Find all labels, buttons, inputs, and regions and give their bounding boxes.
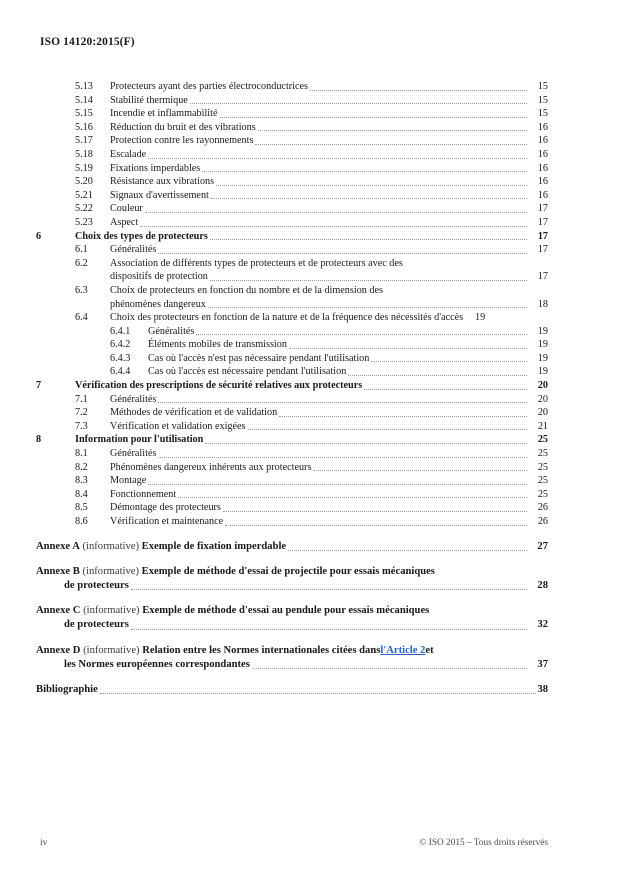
annex-title-text: Exemple de méthode d'essai au pendule pour essais mécaniques	[142, 605, 430, 617]
toc-entry-number: 5.16	[75, 121, 93, 133]
toc-entry-title: Protection contre les rayonnements	[110, 135, 254, 147]
toc-entry-number: 5.14	[75, 94, 93, 106]
annex-title-text: et	[425, 644, 434, 656]
dot-leader	[140, 226, 527, 227]
toc-entry-page: 21	[537, 420, 548, 432]
dot-leader	[348, 375, 527, 376]
dot-leader	[100, 693, 537, 694]
toc-entry-page: 20	[537, 407, 548, 419]
toc-entry-page: 17	[537, 216, 548, 228]
bibliography-page: 38	[537, 684, 548, 696]
dot-leader	[208, 307, 527, 308]
toc-entry[interactable]	[36, 257, 548, 271]
toc-entry-number: 5.18	[75, 148, 93, 160]
toc-entry[interactable]	[36, 270, 548, 284]
footer-page-number: iv	[40, 838, 48, 848]
toc-entry-number: 7.3	[75, 420, 88, 432]
toc-entry-title: Choix de protecteurs en fonction du nombre et de la dimension des	[110, 284, 384, 296]
dot-leader	[289, 348, 527, 349]
toc-entry-page: 18	[537, 298, 548, 310]
toc-entry[interactable]	[36, 515, 548, 529]
dot-leader	[252, 668, 527, 669]
toc-entry[interactable]	[36, 365, 548, 379]
annex-title-text: les Normes européennes correspondantes	[64, 658, 250, 670]
dot-leader	[463, 324, 465, 325]
toc-entry-number: 8.2	[75, 461, 88, 473]
toc-entry-title: Couleur	[110, 203, 143, 215]
dot-leader	[131, 629, 527, 630]
toc-entry-page: 25	[537, 434, 548, 446]
toc-entry-number: 5.19	[75, 162, 93, 174]
toc-entry-annex[interactable]	[36, 644, 548, 672]
toc-entry-number: 7	[36, 380, 42, 392]
toc-entry-number: 6.4	[75, 312, 88, 324]
toc-entry-title: Incendie et inflammabilité	[110, 108, 218, 120]
toc-entry[interactable]	[36, 230, 548, 244]
toc-entry-number: 6.2	[75, 257, 88, 269]
toc-entry-title: Signaux d'avertissement	[110, 189, 209, 201]
toc-entry[interactable]	[36, 284, 548, 298]
toc-entry-title: Démontage des protecteurs	[110, 502, 221, 514]
toc-entry-number: 5.13	[75, 81, 93, 92]
toc-entry-page: 25	[537, 461, 548, 473]
dot-leader	[248, 429, 528, 430]
toc-entry-page: 16	[537, 121, 548, 133]
toc-entry-title: Stabilité thermique	[110, 94, 188, 106]
toc-entry[interactable]	[36, 134, 548, 148]
toc-entry-title: Généralités	[110, 244, 157, 256]
toc-entry[interactable]	[36, 216, 548, 230]
toc-entry-title: Escalade	[110, 148, 147, 160]
toc-entry-title: Généralités	[110, 448, 157, 460]
toc-entry-number: 8.3	[75, 475, 88, 487]
dot-leader	[196, 334, 527, 335]
dot-leader	[210, 280, 527, 281]
toc-entry[interactable]	[36, 107, 548, 121]
toc-entry-page: 19	[537, 366, 548, 378]
dot-leader	[148, 158, 527, 159]
annex-kind: (informative)	[83, 644, 140, 656]
toc-entry[interactable]	[36, 202, 548, 216]
dot-leader	[258, 130, 527, 131]
annex-page: 37	[537, 658, 548, 670]
toc-entry-title: Réduction du bruit et des vibrations	[110, 121, 256, 133]
bibliography-label: Bibliographie	[36, 684, 98, 696]
toc-entry[interactable]	[36, 175, 548, 189]
toc-entry-title: Vérification des prescriptions de sécurité relatives aux protecteurs	[75, 380, 363, 392]
toc-entry-page: 20	[537, 380, 548, 392]
dot-leader	[223, 511, 527, 512]
toc-entry[interactable]	[36, 148, 548, 162]
toc-entry-title: Méthodes de vérification et de validation	[110, 407, 278, 419]
toc-entry-title: Fonctionnement	[110, 488, 177, 500]
annex-title-text: Exemple de fixation imperdable	[141, 540, 287, 552]
toc-entry-number: 8	[36, 434, 42, 446]
annex-kind: (informative)	[82, 540, 139, 552]
dot-leader	[216, 185, 527, 186]
toc-entry-number: 8.1	[75, 448, 88, 460]
table-of-contents	[36, 80, 548, 697]
dot-leader	[202, 171, 527, 172]
toc-entry[interactable]	[36, 420, 548, 434]
toc-entry-title: Choix des types de protecteurs	[75, 230, 208, 242]
toc-entry[interactable]	[36, 379, 548, 393]
toc-entry[interactable]	[36, 393, 548, 407]
annex-title-text: de protecteurs	[64, 619, 129, 631]
toc-entry-annex[interactable]	[36, 540, 548, 554]
toc-entry-title: Éléments mobiles de transmission	[148, 339, 287, 351]
annex-title-text: de protecteurs	[64, 580, 129, 591]
dot-leader	[190, 103, 527, 104]
toc-entry-number: 5.22	[75, 203, 93, 215]
toc-entry-number: 5.23	[75, 216, 93, 228]
toc-entry-page: 25	[537, 475, 548, 487]
toc-entry-page: 17	[537, 203, 548, 215]
toc-entry-number: 8.5	[75, 502, 88, 514]
dot-leader	[310, 90, 527, 91]
toc-entry-number: 8.6	[75, 516, 88, 527]
dot-leader	[158, 402, 527, 403]
toc-entry-title: Vérification et maintenance	[110, 516, 224, 527]
annex-kind: (informative)	[82, 565, 139, 577]
dot-leader	[178, 497, 527, 498]
toc-entry[interactable]	[36, 243, 548, 257]
toc-entry-number: 6.3	[75, 284, 88, 296]
toc-entry-title: dispositifs de protection	[110, 271, 208, 283]
toc-entry[interactable]	[36, 474, 548, 488]
toc-entry-page: 25	[537, 448, 548, 460]
dot-leader	[225, 525, 527, 526]
dot-leader	[364, 389, 527, 390]
annex-page: 27	[537, 540, 548, 552]
dot-leader	[220, 117, 528, 118]
toc-entry-page: 26	[537, 516, 548, 527]
annex-title-text: Relation entre les Normes internationales citées dans	[142, 644, 381, 656]
toc-entry[interactable]	[36, 352, 548, 366]
toc-entry-page: 15	[537, 94, 548, 106]
toc-entry[interactable]	[36, 488, 548, 502]
dot-leader	[205, 443, 527, 444]
dot-leader	[371, 361, 527, 362]
toc-entry-title: Association de différents types de protecteurs et de protecteurs avec des	[110, 257, 403, 269]
toc-entry-number: 8.4	[75, 488, 88, 500]
toc-entry-page: 16	[537, 148, 548, 160]
toc-entry-title: Cas où l'accès n'est pas nécessaire pendant l'utilisation	[148, 352, 370, 364]
toc-entry-title: Protecteurs ayant des parties électroconductrices	[110, 81, 309, 92]
toc-entry[interactable]	[36, 461, 548, 475]
dot-leader	[158, 457, 527, 458]
toc-entry[interactable]	[36, 433, 548, 447]
toc-entry-page: 15	[537, 108, 548, 120]
toc-entry-number: 5.15	[75, 108, 93, 120]
annex-label: Annexe C	[36, 605, 81, 617]
toc-entry-page: 17	[537, 244, 548, 256]
toc-entry-page: 25	[537, 488, 548, 500]
annex-title-text: Exemple de méthode d'essai de projectile pour essais mécaniques	[141, 565, 435, 577]
toc-entry-title: Choix des protecteurs en fonction de la nature et de la fréquence des nécessités d'accès	[110, 312, 464, 324]
toc-entry-page: 19	[474, 312, 486, 324]
toc-entry[interactable]	[36, 338, 548, 352]
dot-leader	[288, 550, 527, 551]
toc-entry[interactable]	[36, 298, 548, 312]
dot-leader	[279, 416, 527, 417]
article-2-link[interactable]: l'Article 2	[380, 644, 426, 656]
toc-entry[interactable]	[36, 162, 548, 176]
annex-kind: (informative)	[83, 605, 140, 617]
toc-entry-number: 5.21	[75, 189, 93, 201]
dot-leader	[131, 589, 527, 590]
dot-leader	[158, 253, 527, 254]
annex-label: Annexe A	[36, 540, 80, 552]
toc-entry-page: 16	[537, 135, 548, 147]
toc-entry-page: 17	[537, 230, 548, 242]
toc-entry-page: 19	[537, 352, 548, 364]
toc-entry-title: Aspect	[110, 216, 139, 228]
toc-entry-page: 17	[537, 271, 548, 283]
toc-entry-list	[36, 80, 548, 529]
annex-label: Annexe D	[36, 644, 81, 656]
toc-entry-title: Information pour l'utilisation	[75, 434, 204, 446]
toc-entry[interactable]	[36, 501, 548, 515]
toc-entry[interactable]	[36, 189, 548, 203]
annex-label: Annexe B	[36, 565, 80, 577]
dot-leader	[148, 484, 527, 485]
toc-entry-number: 6.1	[75, 244, 88, 256]
toc-entry-title: Fixations imperdables	[110, 162, 201, 174]
footer-copyright: © ISO 2015 – Tous droits réservés	[419, 838, 548, 848]
toc-entry-title: Montage	[110, 475, 147, 487]
dot-leader	[313, 470, 527, 471]
toc-entry[interactable]	[36, 311, 548, 325]
toc-entry-title: Cas où l'accès est nécessaire pendant l'utilisation	[148, 366, 347, 378]
dot-leader	[405, 266, 527, 267]
toc-entry-number: 5.20	[75, 176, 93, 188]
toc-entry[interactable]	[36, 80, 548, 94]
toc-entry-page: 15	[537, 81, 548, 92]
toc-entry-number: 5.17	[75, 135, 93, 147]
toc-entry-title: Résistance aux vibrations	[110, 176, 215, 188]
toc-entry-title: Vérification et validation exigées	[110, 420, 246, 432]
toc-entry-title: Phénomènes dangereux inhérents aux protecteurs	[110, 461, 312, 473]
dot-leader	[210, 239, 527, 240]
toc-entry-page: 16	[537, 176, 548, 188]
toc-entry-number: 6.4.3	[110, 352, 131, 364]
toc-entry-title: phénomènes dangereux	[110, 298, 206, 310]
toc-entry-page: 26	[537, 502, 548, 514]
toc-entry[interactable]	[36, 94, 548, 108]
toc-entry-page: 20	[537, 393, 548, 405]
toc-entry-number: 7.1	[75, 393, 88, 405]
toc-entry-title: Généralités	[148, 325, 195, 337]
toc-entry-number: 7.2	[75, 407, 88, 419]
annex-page: 32	[537, 619, 548, 631]
dot-leader	[145, 212, 527, 213]
toc-entry[interactable]	[36, 325, 548, 339]
toc-entry-number: 6	[36, 230, 42, 242]
dot-leader	[255, 144, 527, 145]
page-header: ISO 14120:2015(F)	[40, 36, 135, 48]
toc-entry[interactable]	[36, 406, 548, 420]
toc-entry[interactable]	[36, 121, 548, 135]
toc-entry-annex[interactable]	[36, 565, 548, 593]
annex-entry-list	[36, 540, 548, 672]
dot-leader	[211, 198, 527, 199]
annex-page: 28	[537, 580, 548, 591]
toc-entry[interactable]	[36, 447, 548, 461]
toc-entry-page: 16	[537, 189, 548, 201]
toc-entry-title: Généralités	[110, 393, 157, 405]
toc-entry-page: 16	[537, 162, 548, 174]
dot-leader	[385, 294, 527, 295]
toc-entry-page: 19	[537, 339, 548, 351]
toc-entry-bibliography[interactable]	[36, 683, 548, 697]
toc-entry-page: 19	[537, 325, 548, 337]
toc-entry-number: 6.4.1	[110, 325, 131, 337]
toc-entry-number: 6.4.2	[110, 339, 131, 351]
toc-entry-annex[interactable]	[36, 604, 548, 632]
toc-entry-number: 6.4.4	[110, 366, 131, 378]
